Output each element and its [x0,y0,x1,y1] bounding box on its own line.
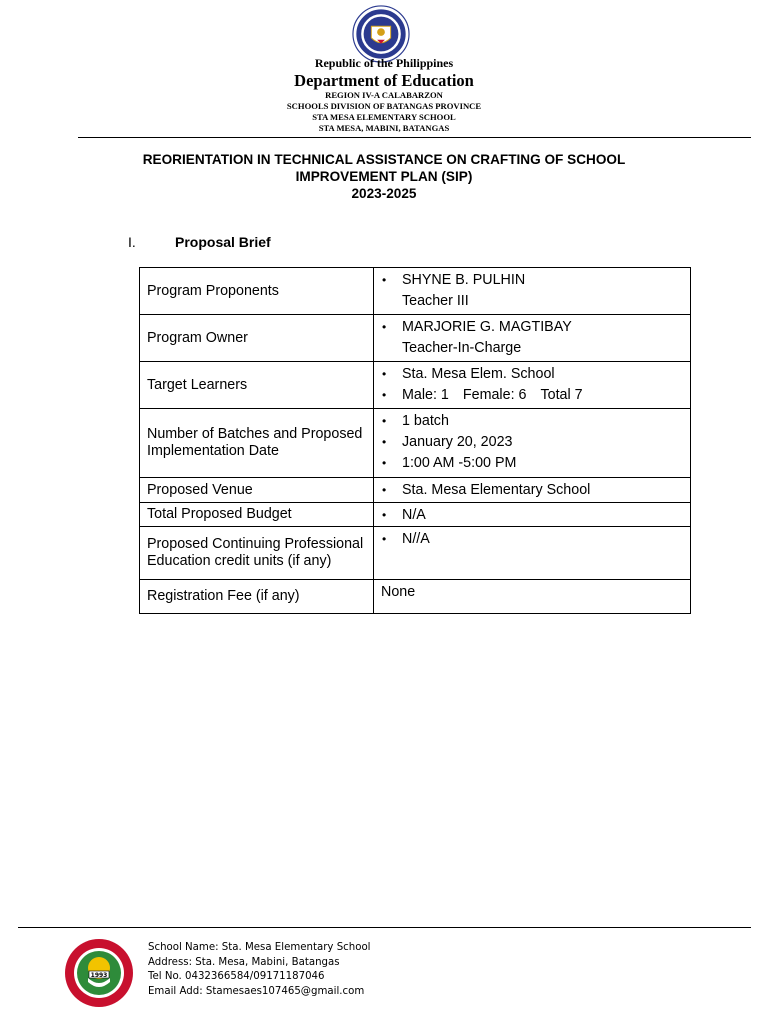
row-label: Number of Batches and Proposed Implementation Date [140,409,374,478]
table-row [140,409,691,478]
plain-value: None [381,584,416,600]
footer-address: Address: Sta. Mesa, Mabini, Batangas [148,956,340,968]
header-divider [78,137,751,138]
section-label: Proposal Brief [175,234,271,250]
bullet-item: • SHYNE B. PULHIN [402,270,690,291]
bullet-item: • MARJORIE G. MAGTIBAY [402,317,690,338]
footer-school-name: School Name: Sta. Mesa Elementary School [148,942,371,953]
female-count: Female: 6 [462,387,527,403]
header-division: SCHOOLS DIVISION OF BATANGAS PROVINCE [286,101,482,111]
row-label: Total Proposed Budget [140,503,374,527]
row-label: Proposed Continuing Professional Education credit units (if any) [140,527,374,580]
row-label: Program Owner [140,315,374,362]
row-value [374,580,691,614]
row-label: Program Proponents [140,268,374,315]
sub-item: Teacher III [402,293,469,309]
bullet-item: • Sta. Mesa Elementary School [402,480,690,501]
row-value [374,478,691,503]
row-value [374,268,691,315]
bullet-item [402,385,690,406]
footer-divider [18,927,751,928]
male-count: Male: 1 [402,387,449,403]
school-seal-year: 1993 [90,972,108,979]
row-label: Registration Fee (if any) [140,580,374,614]
header-republic: Republic of the Philippines [314,56,454,70]
bullet-item: • 1:00 AM -5:00 PM [402,453,690,474]
row-label: Proposed Venue [140,478,374,503]
table-row [140,580,691,614]
proposal-brief-table [139,267,691,614]
bullet-item: • Sta. Mesa Elem. School [402,364,690,385]
row-value [374,409,691,478]
header-address: STA MESA, MABINI, BATANGAS [318,123,450,133]
table-row [140,315,691,362]
section-number: I. [128,234,136,250]
table-row [140,478,691,503]
title-line-1: REORIENTATION IN TECHNICAL ASSISTANCE ON CRAFTING OF SCHOOL [142,152,626,167]
table-row [140,503,691,527]
header-school: STA MESA ELEMENTARY SCHOOL [312,112,456,122]
sub-item: Teacher-In-Charge [402,340,522,356]
row-value [374,362,691,409]
bullet-item: • N//A [402,529,690,550]
table-row [140,362,691,409]
title-line-3: 2023-2025 [351,186,417,201]
school-seal-icon [64,938,134,1008]
header-region: REGION IV-A CALABARZON [325,90,443,100]
deped-seal-icon [352,5,410,63]
footer-contact [148,941,371,999]
row-value [374,315,691,362]
bullet-item: • January 20, 2023 [402,432,690,453]
section-heading [128,234,271,250]
total-count: Total 7 [540,387,583,403]
table-row [140,527,691,580]
row-value [374,527,691,580]
footer-email: Email Add: Stamesaes107465@gmail.com [148,985,365,997]
footer-tel: Tel No. 0432366584/09171187046 [148,971,325,983]
title-line-2: IMPROVEMENT PLAN (SIP) [295,169,473,184]
header-department: Department of Education [294,71,474,90]
table-row [140,268,691,315]
bullet-item: • N/A [402,505,690,526]
row-label: Target Learners [140,362,374,409]
row-value [374,503,691,527]
bullet-item: • 1 batch [402,411,690,432]
